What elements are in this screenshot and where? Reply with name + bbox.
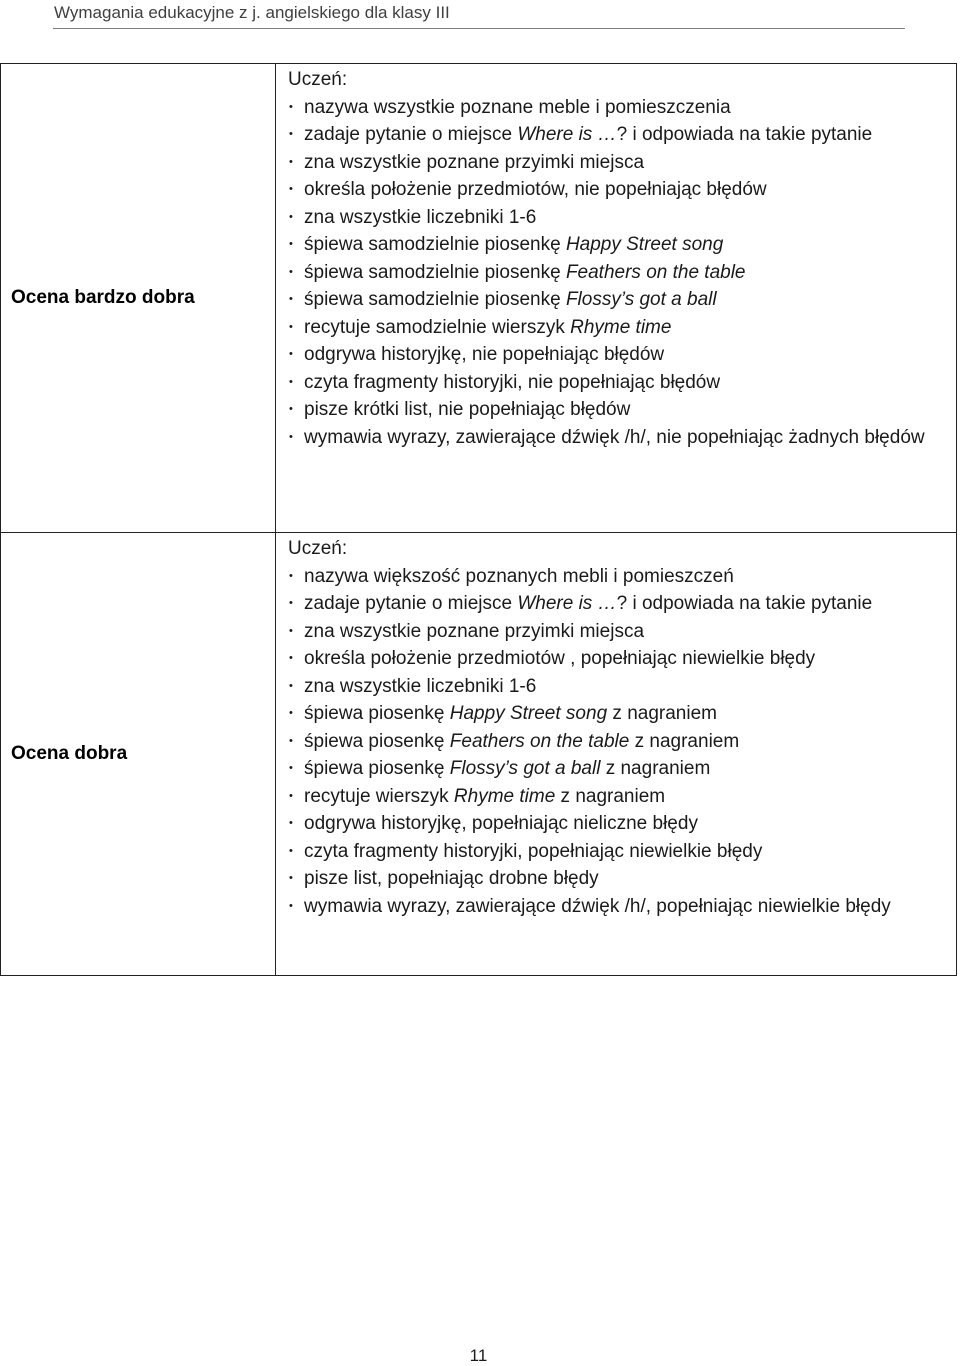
- list-item: [288, 149, 950, 177]
- list-item: [288, 259, 950, 287]
- list-item: [288, 314, 950, 342]
- requirements-list: [288, 94, 950, 452]
- bullet-icon: •: [289, 569, 293, 582]
- item-text: pisze list, popełniając drobne błędy: [304, 868, 599, 889]
- item-text: śpiewa samodzielnie piosenkę: [304, 261, 566, 283]
- grade-label: Ocena dobra: [1, 533, 276, 976]
- bullet-icon: •: [289, 899, 293, 912]
- bullet-icon: •: [289, 375, 293, 388]
- list-item: [288, 176, 950, 204]
- item-text: wymawia wyrazy, zawierające dźwięk /h/, nie popełniając żadnych błędów: [304, 426, 925, 448]
- bullet-icon: •: [289, 817, 293, 829]
- bullet-icon: •: [289, 624, 293, 637]
- item-text: wymawia wyrazy, zawierające dźwięk /h/, popełniając niewielkie błędy: [304, 895, 891, 917]
- list-item: [288, 728, 950, 756]
- item-text: nazywa większość poznanych mebli i pomieszczeń: [304, 565, 734, 587]
- item-text: recytuje wierszyk: [304, 785, 454, 807]
- italic-title: Where is …: [517, 124, 617, 145]
- italic-title: Feathers on the table: [565, 261, 746, 283]
- item-text: śpiewa piosenkę: [304, 758, 450, 779]
- list-item: [288, 755, 950, 783]
- item-text: czyta fragmenty historyjki, popełniając niewielkie błędy: [304, 840, 763, 862]
- list-item: [288, 94, 950, 122]
- list-item: [288, 341, 950, 369]
- bullet-icon: •: [289, 707, 293, 719]
- table-row: [1, 533, 957, 976]
- list-item: [288, 121, 950, 149]
- item-text: pisze krótki list, nie popełniając błędów: [304, 399, 631, 420]
- item-text: zadaje pytanie o miejsce: [304, 124, 518, 145]
- bullet-icon: •: [289, 155, 293, 168]
- item-text: zna wszystkie liczebniki 1-6: [304, 206, 537, 228]
- bullet-icon: •: [289, 762, 293, 774]
- bullet-icon: •: [289, 597, 293, 609]
- page-number: 11: [469, 1346, 488, 1365]
- grade-label: Ocena bardzo dobra: [1, 64, 276, 533]
- item-text: odgrywa historyjkę, nie popełniając błędów: [304, 344, 665, 365]
- requirements-table: [0, 63, 957, 976]
- item-text: z nagraniem: [555, 785, 666, 807]
- item-text: zna wszystkie poznane przyimki miejsca: [304, 151, 645, 173]
- requirements-cell: [276, 533, 957, 976]
- list-item: [288, 204, 950, 232]
- bullet-icon: •: [289, 320, 293, 333]
- italic-title: Happy Street song: [449, 703, 608, 724]
- bullet-icon: •: [289, 403, 293, 415]
- item-text: nazywa wszystkie poznane meble i pomieszczenia: [304, 96, 731, 118]
- list-item: [288, 673, 950, 701]
- list-item: [288, 286, 950, 314]
- bullet-icon: •: [289, 348, 293, 360]
- item-text: odgrywa historyjkę, popełniając nieliczne błędy: [304, 813, 698, 834]
- list-item: [288, 618, 950, 646]
- italic-title: Flossy’s got a ball: [565, 289, 717, 310]
- bullet-icon: •: [289, 734, 293, 747]
- list-item: [288, 783, 950, 811]
- item-text: zna wszystkie poznane przyimki miejsca: [304, 620, 645, 642]
- bullet-icon: •: [289, 789, 293, 802]
- list-item: [288, 893, 950, 921]
- item-text: z nagraniem: [600, 758, 711, 779]
- bullet-icon: •: [289, 238, 293, 250]
- list-item: [288, 865, 950, 893]
- bullet-icon: •: [289, 100, 293, 113]
- list-item: [288, 700, 950, 728]
- item-text: śpiewa samodzielnie piosenkę: [304, 289, 566, 310]
- student-label: Uczeń:: [288, 69, 348, 90]
- item-text: z nagraniem: [629, 730, 740, 752]
- list-item: [288, 369, 950, 397]
- student-label: Uczeń:: [288, 538, 348, 559]
- bullet-icon: •: [289, 652, 293, 664]
- list-item: [288, 563, 950, 591]
- item-text: z nagraniem: [607, 703, 717, 724]
- italic-title: Happy Street song: [565, 234, 724, 255]
- list-item: [288, 645, 950, 673]
- italic-title: Flossy’s got a ball: [449, 758, 601, 779]
- italic-title: Rhyme time: [453, 785, 556, 807]
- list-item: [288, 424, 950, 452]
- item-text: zna wszystkie liczebniki 1-6: [304, 675, 537, 697]
- list-item: [288, 810, 950, 838]
- list-item: [288, 231, 950, 259]
- item-text: ? i odpowiada na takie pytanie: [616, 593, 873, 614]
- item-text: określa położenie przedmiotów , popełniając niewielkie błędy: [304, 648, 816, 669]
- list-item: [288, 396, 950, 424]
- item-text: określa położenie przedmiotów, nie popełniając błędów: [304, 179, 767, 200]
- bullet-icon: •: [289, 128, 293, 140]
- bullet-icon: •: [289, 679, 293, 692]
- bullet-icon: •: [289, 183, 293, 195]
- bullet-icon: •: [289, 293, 293, 305]
- item-text: ? i odpowiada na takie pytanie: [616, 124, 873, 145]
- bullet-icon: •: [289, 872, 293, 884]
- italic-title: Where is …: [517, 593, 617, 614]
- bullet-icon: •: [289, 430, 293, 443]
- item-text: śpiewa piosenkę: [304, 730, 450, 752]
- bullet-icon: •: [289, 265, 293, 278]
- item-text: śpiewa samodzielnie piosenkę: [304, 234, 566, 255]
- table-row: [1, 64, 957, 533]
- list-item: [288, 838, 950, 866]
- item-text: śpiewa piosenkę: [304, 703, 450, 724]
- header-divider: [53, 28, 905, 29]
- bullet-icon: •: [289, 844, 293, 857]
- item-text: recytuje samodzielnie wierszyk: [304, 316, 571, 338]
- italic-title: Rhyme time: [570, 316, 672, 338]
- list-item: [288, 590, 950, 618]
- bullet-icon: •: [289, 210, 293, 223]
- italic-title: Feathers on the table: [449, 730, 630, 752]
- requirements-cell: [276, 64, 957, 533]
- item-text: czyta fragmenty historyjki, nie popełniając błędów: [304, 371, 721, 393]
- item-text: zadaje pytanie o miejsce: [304, 593, 518, 614]
- requirements-list: [288, 563, 950, 921]
- running-header: Wymagania edukacyjne z j. angielskiego dla klasy III: [54, 3, 450, 22]
